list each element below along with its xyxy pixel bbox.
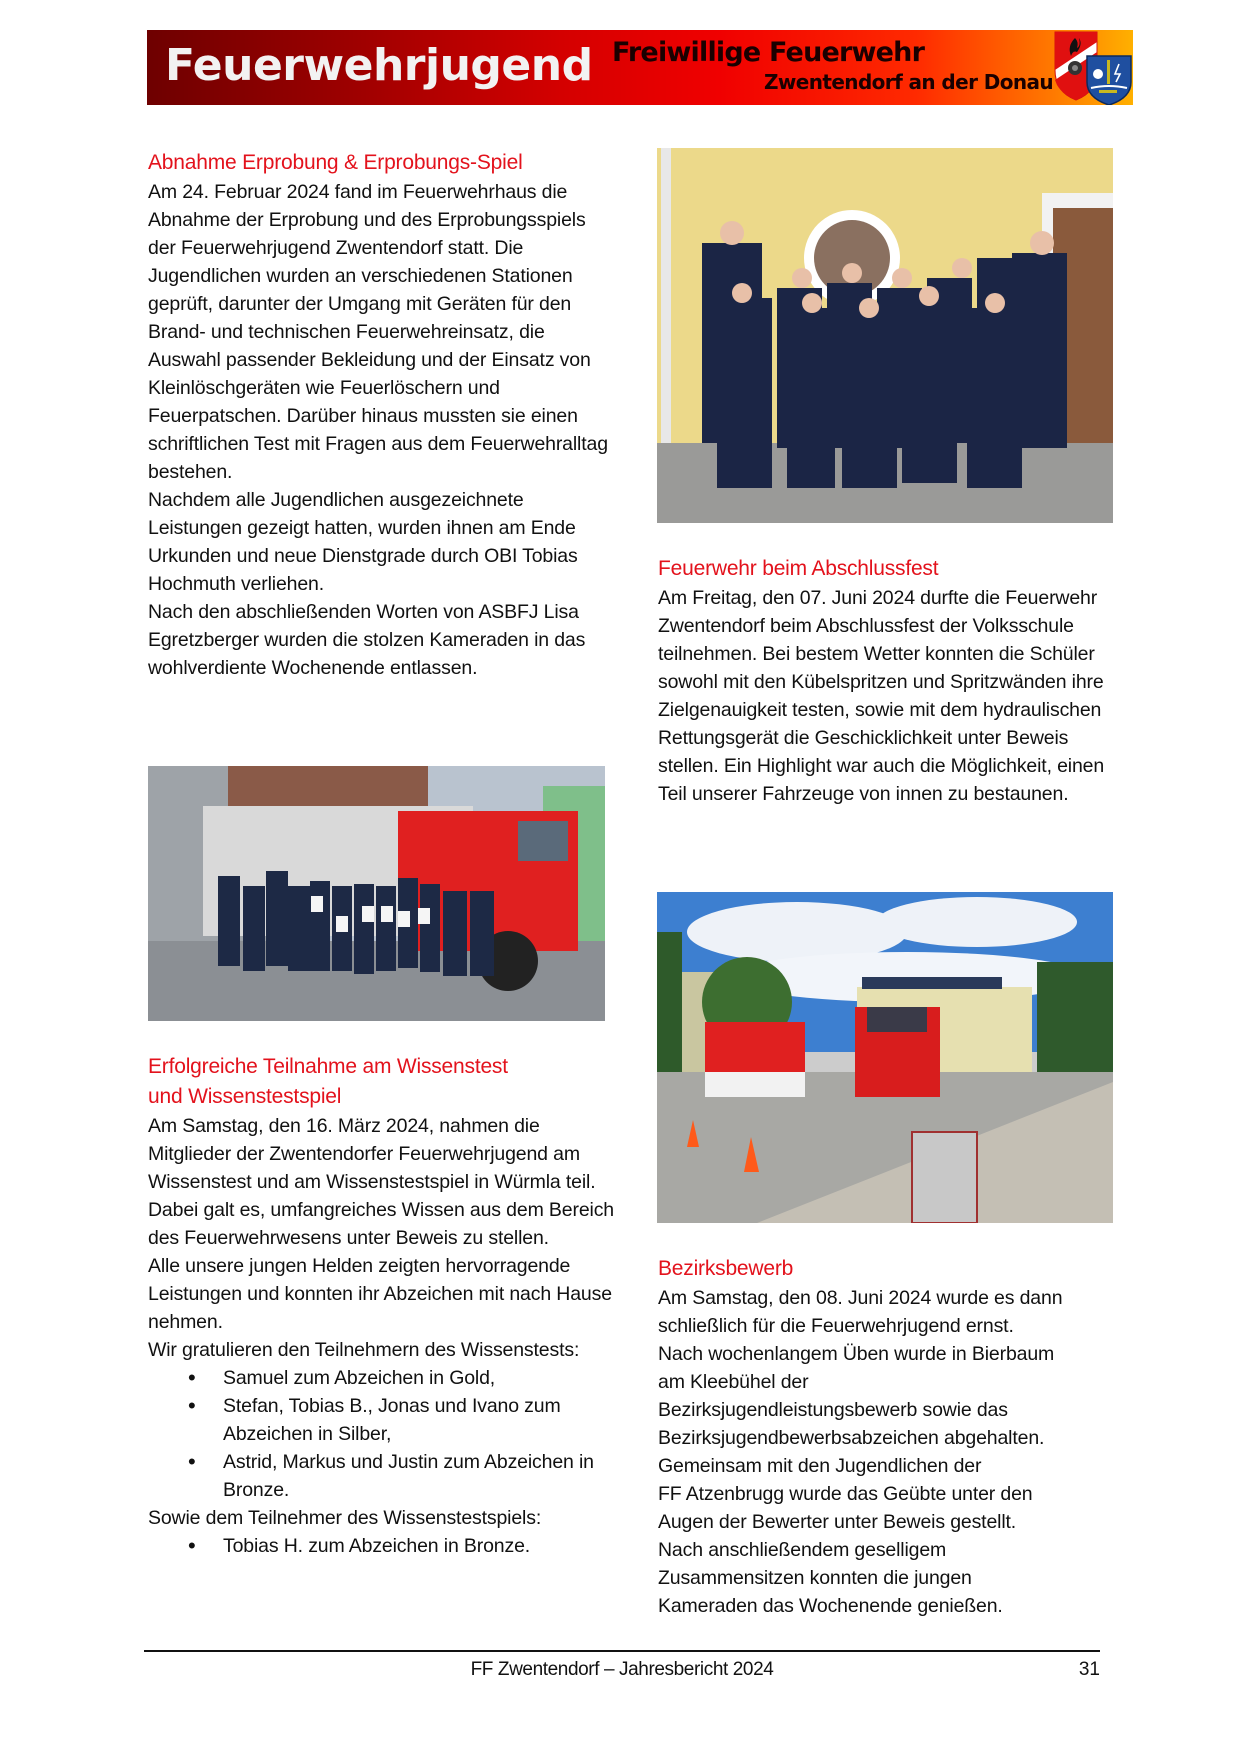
header-banner xyxy=(147,30,1133,105)
paragraph: Nach den abschließenden Worten von ASBFJ Lisa Egretzberger wurden die stolzen Kameraden in das wohlverdiente Wochenende entlassen. xyxy=(148,601,586,679)
paragraph: Wir gratulieren den Teilnehmern des Wissenstests: xyxy=(148,1339,580,1361)
photo-school-festival xyxy=(657,892,1113,1223)
section-title-line1: Erfolgreiche Teilnahme am Wissenstest xyxy=(148,1055,508,1078)
organization-name: Freiwillige Feuerwehr xyxy=(612,37,925,68)
paragraph-line: Bezirksjugendbewerbsabzeichen abgehalten. xyxy=(658,1427,1045,1449)
awards-list-test xyxy=(148,1364,618,1504)
paragraph-line: schließlich für die Feuerwehrjugend ernst. xyxy=(658,1315,1014,1337)
section-title-line2: und Wissenstestspiel xyxy=(148,1085,342,1108)
paragraph: Am Freitag, den 07. Juni 2024 durfte die Feuerwehr Zwentendorf beim Abschlussfest der Volksschule teilnehmen. Bei bestem Wetter konnten die Schüler sowohl mit den Kübelspritzen und Spritzwänden ihre Zielgenauigkeit testen, sowie mit dem hydraulischen Rettungsgerät die Geschicklichkeit unter Beweis stellen. Ein Highlight war auch die Möglichkeit, einen Teil unserer Fahrzeuge von innen zu bestaunen. xyxy=(658,587,1105,805)
paragraph-line: Nach wochenlangem Üben wurde in Bierbaum xyxy=(658,1343,1055,1365)
paragraph: Nachdem alle Jugendlichen ausgezeichnete Leistungen gezeigt hatten, wurden ihnen am Ende Urkunden und neue Dienstgrade durch OBI Tobias Hochmuth verliehen. xyxy=(148,489,578,595)
paragraph-line: Augen der Bewerter unter Beweis gestellt. xyxy=(658,1511,1017,1533)
section-bezirksbewerb xyxy=(658,1254,1128,1620)
section-abschlussfest xyxy=(658,554,1128,808)
photo-group-yellow-wall xyxy=(657,148,1113,523)
paragraph: Sowie dem Teilnehmer des Wissenstestspiels: xyxy=(148,1507,542,1529)
list-item: • Astrid, Markus und Justin zum Abzeichen in Bronze. xyxy=(148,1448,618,1504)
paragraph: Alle unsere jungen Helden zeigten hervorragende Leistungen und konnten ihr Abzeichen mit nach Hause nehmen. xyxy=(148,1255,612,1333)
section-title: Abnahme Erprobung & Erprobungs-Spiel xyxy=(148,151,523,174)
footer-divider xyxy=(144,1650,1100,1652)
paragraph-line: FF Atzenbrugg wurde das Geübte unter den xyxy=(658,1483,1033,1505)
section-title: Feuerwehr beim Abschlussfest xyxy=(658,557,939,580)
paragraph-line: Zusammensitzen konnten die jungen xyxy=(658,1567,972,1589)
paragraph-line: Nach anschließendem geselligem xyxy=(658,1539,947,1561)
list-item: • Stefan, Tobias B., Jonas und Ivano zum Abzeichen in Silber, xyxy=(148,1392,618,1448)
paragraph-line: Kameraden das Wochenende genießen. xyxy=(658,1595,1003,1617)
organization-location: Zwentendorf an der Donau xyxy=(764,70,1054,94)
page-number: 31 xyxy=(1078,1659,1100,1680)
logos xyxy=(1053,30,1133,105)
paragraph-line: am Kleebühel der xyxy=(658,1371,809,1393)
paragraph: Am Samstag, den 16. März 2024, nahmen die Mitglieder der Zwentendorfer Feuerwehrjugend am Wissenstest und am Wissenstestspiel in Würmla teil. Dabei galt es, umfangreiches Wissen aus dem Bereich des Feuerwehrwesens unter Beweis zu stellen. xyxy=(148,1115,614,1249)
municipality-coat-of-arms-icon xyxy=(1087,56,1131,105)
paragraph-line: Am Samstag, den 08. Juni 2024 wurde es dann xyxy=(658,1287,1063,1309)
footer-text: FF Zwentendorf – Jahresbericht 2024 xyxy=(470,1659,774,1680)
photo-group-fire-truck xyxy=(148,766,605,1021)
paragraph-line: Gemeinsam mit den Jugendlichen der xyxy=(658,1455,982,1477)
section-erprobung xyxy=(148,148,618,682)
paragraph: Am 24. Februar 2024 fand im Feuerwehrhaus die Abnahme der Erprobung und des Erprobungsspiels der Feuerwehrjugend Zwentendorf statt. Die Jugendlichen wurden an verschiedenen Stationen geprüft, darunter der Umgang mit Geräten für den Brand- und technischen Feuerwehreinsatz, die Auswahl passender Bekleidung und der Einsatz von Kleinlöschgeräten wie Feuerlöschern und Feuerpatschen. Darüber hinaus mussten sie einen schriftlichen Test mit Fragen aus dem Feuerwehralltag bestehen. xyxy=(148,181,608,483)
paragraph-line: Bezirksjugendleistungsbewerb sowie das xyxy=(658,1399,1008,1421)
section-wissenstest xyxy=(148,1052,618,1560)
list-item: • Samuel zum Abzeichen in Gold, xyxy=(148,1364,618,1392)
list-item: • Tobias H. zum Abzeichen in Bronze. xyxy=(148,1532,618,1560)
section-title: Bezirksbewerb xyxy=(658,1257,794,1280)
page-title: Feuerwehrjugend xyxy=(165,40,593,91)
awards-list-spiel xyxy=(148,1532,618,1560)
